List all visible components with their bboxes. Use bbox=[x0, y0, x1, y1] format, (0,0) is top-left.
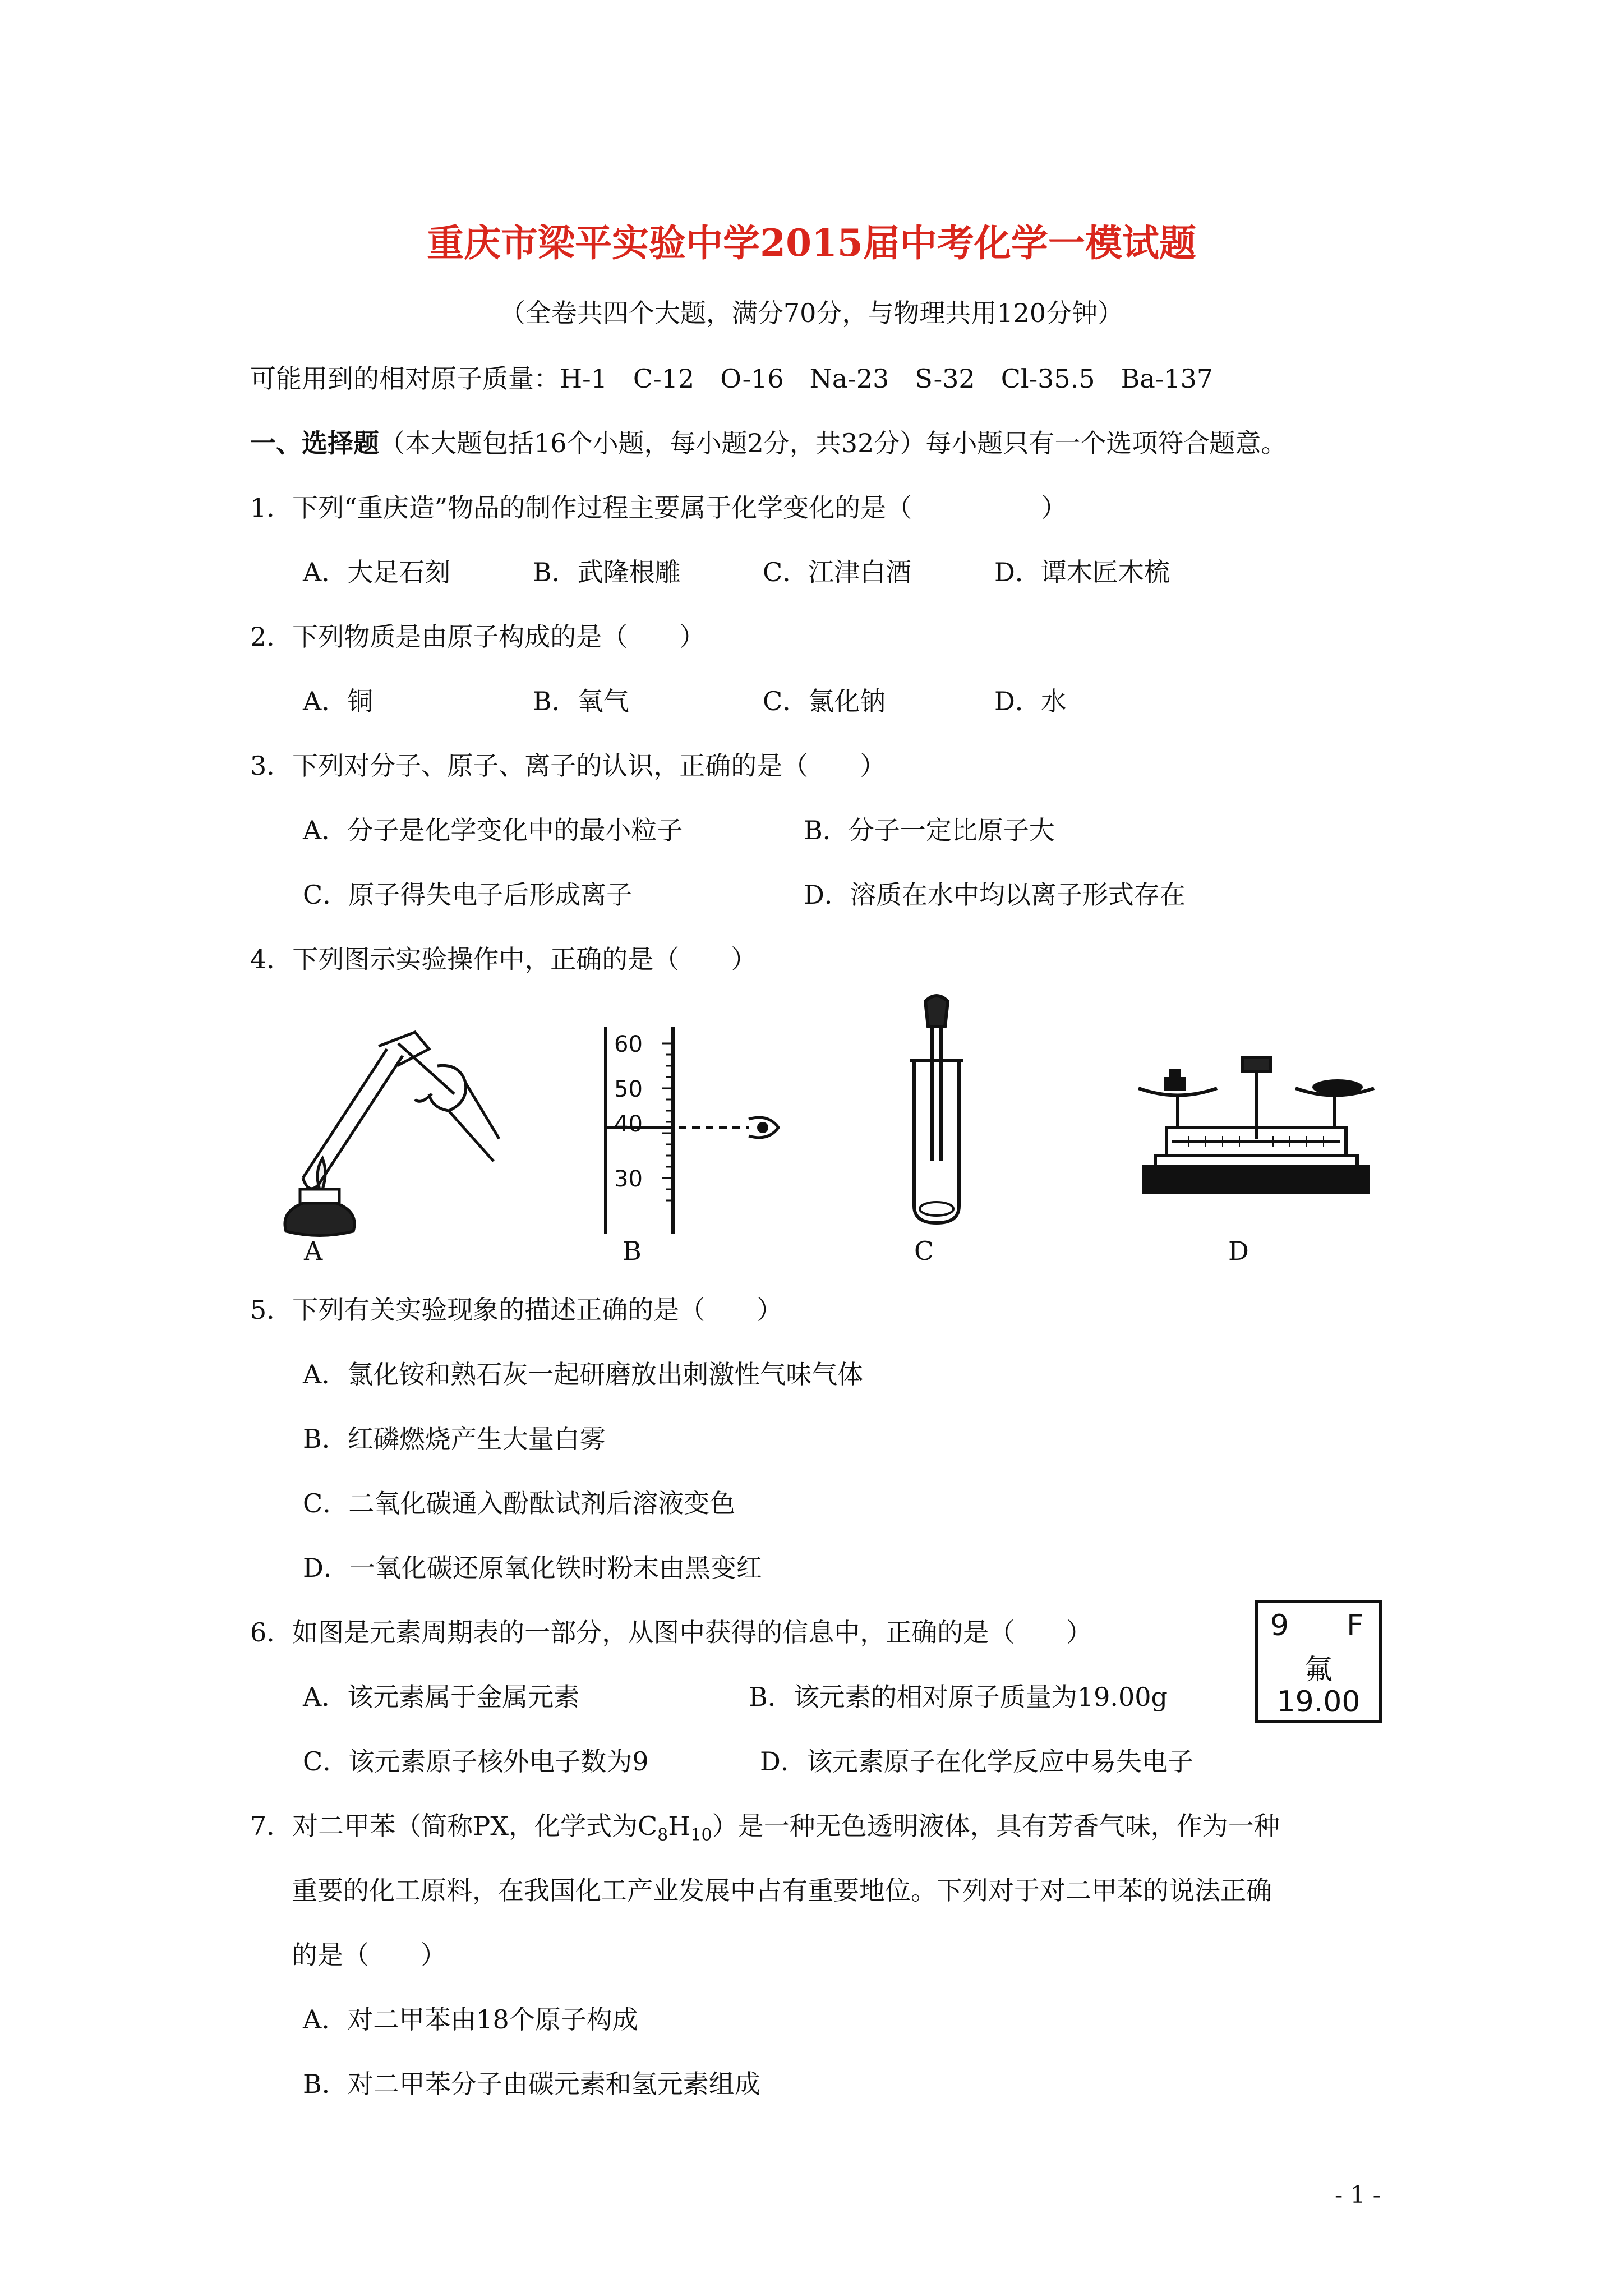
exam-subtitle: （全卷共四个大题，满分70分，与物理共用120分钟） bbox=[499, 298, 1124, 328]
figure-a-heating-tube bbox=[269, 1010, 505, 1257]
q5-option-d: D．一氧化碳还原氧化铁时粉末由黑变红 bbox=[303, 1553, 762, 1583]
q2-option-b: B．氧气 bbox=[533, 686, 629, 716]
q7-h: H bbox=[668, 1811, 691, 1841]
question-4-stem: 4．下列图示实验操作中，正确的是（ ） bbox=[250, 944, 757, 974]
q7-option-a: A．对二甲苯由18个原子构成 bbox=[303, 2004, 638, 2035]
page-number: - 1 - bbox=[1335, 2181, 1381, 2208]
q1-option-a: A．大足石刻 bbox=[303, 557, 451, 587]
atomic-number: 9 bbox=[1270, 1609, 1289, 1642]
q7-sub-8: 8 bbox=[657, 1825, 668, 1846]
q2-option-c: C．氯化钠 bbox=[763, 686, 886, 716]
cylinder-tick-60: 60 bbox=[614, 1032, 643, 1057]
section-heading: 一、选择题 bbox=[250, 428, 379, 458]
q2-option-d: D．水 bbox=[994, 686, 1067, 716]
atomic-masses: 可能用到的相对原子质量：H-1 C-12 O-16 Na-23 S-32 Cl-35.5 Ba-137 bbox=[250, 364, 1214, 394]
q6-option-d: D．该元素原子在化学反应中易失电子 bbox=[760, 1746, 1193, 1777]
q1-option-b: B．武隆根雕 bbox=[533, 557, 681, 587]
q3-option-b: B．分子一定比原子大 bbox=[804, 815, 1055, 845]
element-symbol: F bbox=[1347, 1609, 1363, 1642]
periodic-table-cell bbox=[1255, 1600, 1382, 1723]
question-5-stem: 5．下列有关实验现象的描述正确的是（ ） bbox=[250, 1295, 783, 1325]
q5-option-b: B．红磷燃烧产生大量白雾 bbox=[303, 1424, 606, 1454]
figure-label-d: D bbox=[1228, 1236, 1249, 1266]
section-header bbox=[250, 426, 1287, 460]
question-6-stem: 6．如图是元素周期表的一部分，从图中获得的信息中，正确的是（ ） bbox=[250, 1617, 1092, 1648]
cylinder-tick-40: 40 bbox=[614, 1111, 643, 1137]
q5-option-c: C．二氧化碳通入酚酞试剂后溶液变色 bbox=[303, 1488, 736, 1519]
figure-label-c: C bbox=[914, 1236, 934, 1266]
q3-option-d: D．溶质在水中均以离子形式存在 bbox=[804, 880, 1186, 910]
question-2-stem: 2．下列物质是由原子构成的是（ ） bbox=[250, 622, 706, 652]
element-name: 氟 bbox=[1304, 1653, 1332, 1686]
q1-option-c: C．江津白酒 bbox=[763, 557, 912, 587]
figure-label-a: A bbox=[304, 1236, 323, 1266]
q7-stem-part1: 7．对二甲苯（简称PX，化学式为C bbox=[250, 1811, 658, 1841]
q6-option-c: C．该元素原子核外电子数为9 bbox=[303, 1746, 649, 1777]
section-description: （本大题包括16个小题，每小题2分，共32分）每小题只有一个选项符合题意。 bbox=[379, 428, 1287, 458]
q3-option-c: C．原子得失电子后形成离子 bbox=[303, 880, 633, 910]
q7-stem-part2: ）是一种无色透明液体，具有芳香气味，作为一种 bbox=[712, 1811, 1280, 1841]
question-7-stem-line1 bbox=[250, 1809, 1280, 1852]
figure-d-balance bbox=[1133, 1055, 1380, 1217]
q3-option-a: A．分子是化学变化中的最小粒子 bbox=[303, 815, 683, 845]
question-3-stem: 3．下列对分子、原子、离子的认识，正确的是（ ） bbox=[250, 751, 886, 781]
cylinder-tick-30: 30 bbox=[614, 1166, 643, 1192]
question-7-stem-line2: 重要的化工原料，在我国化工产业发展中占有重要地位。下列对于对二甲苯的说法正确 bbox=[292, 1875, 1272, 1906]
figure-label-b: B bbox=[623, 1236, 642, 1266]
question-7-stem-line3: 的是（ ） bbox=[292, 1940, 446, 1970]
q5-option-a: A．氯化铵和熟石灰一起研磨放出刺激性气味气体 bbox=[303, 1359, 864, 1389]
q6-option-b: B．该元素的相对原子质量为19.00g bbox=[749, 1682, 1168, 1712]
q7-sub-10: 10 bbox=[690, 1825, 712, 1846]
cylinder-tick-50: 50 bbox=[614, 1076, 643, 1102]
question-1-stem: 1．下列“重庆造”物品的制作过程主要属于化学变化的是（ ） bbox=[250, 493, 1067, 523]
page-title: 重庆市梁平实验中学2015届中考化学一模试题 bbox=[427, 221, 1196, 265]
q7-option-b: B．对二甲苯分子由碳元素和氢元素组成 bbox=[303, 2069, 760, 2099]
q2-option-a: A．铜 bbox=[303, 686, 374, 716]
atomic-mass: 19.00 bbox=[1276, 1685, 1361, 1719]
q1-option-d: D．谭木匠木梳 bbox=[994, 557, 1170, 587]
figure-c-dropper-tube bbox=[897, 993, 976, 1228]
q6-option-a: A．该元素属于金属元素 bbox=[303, 1682, 580, 1712]
